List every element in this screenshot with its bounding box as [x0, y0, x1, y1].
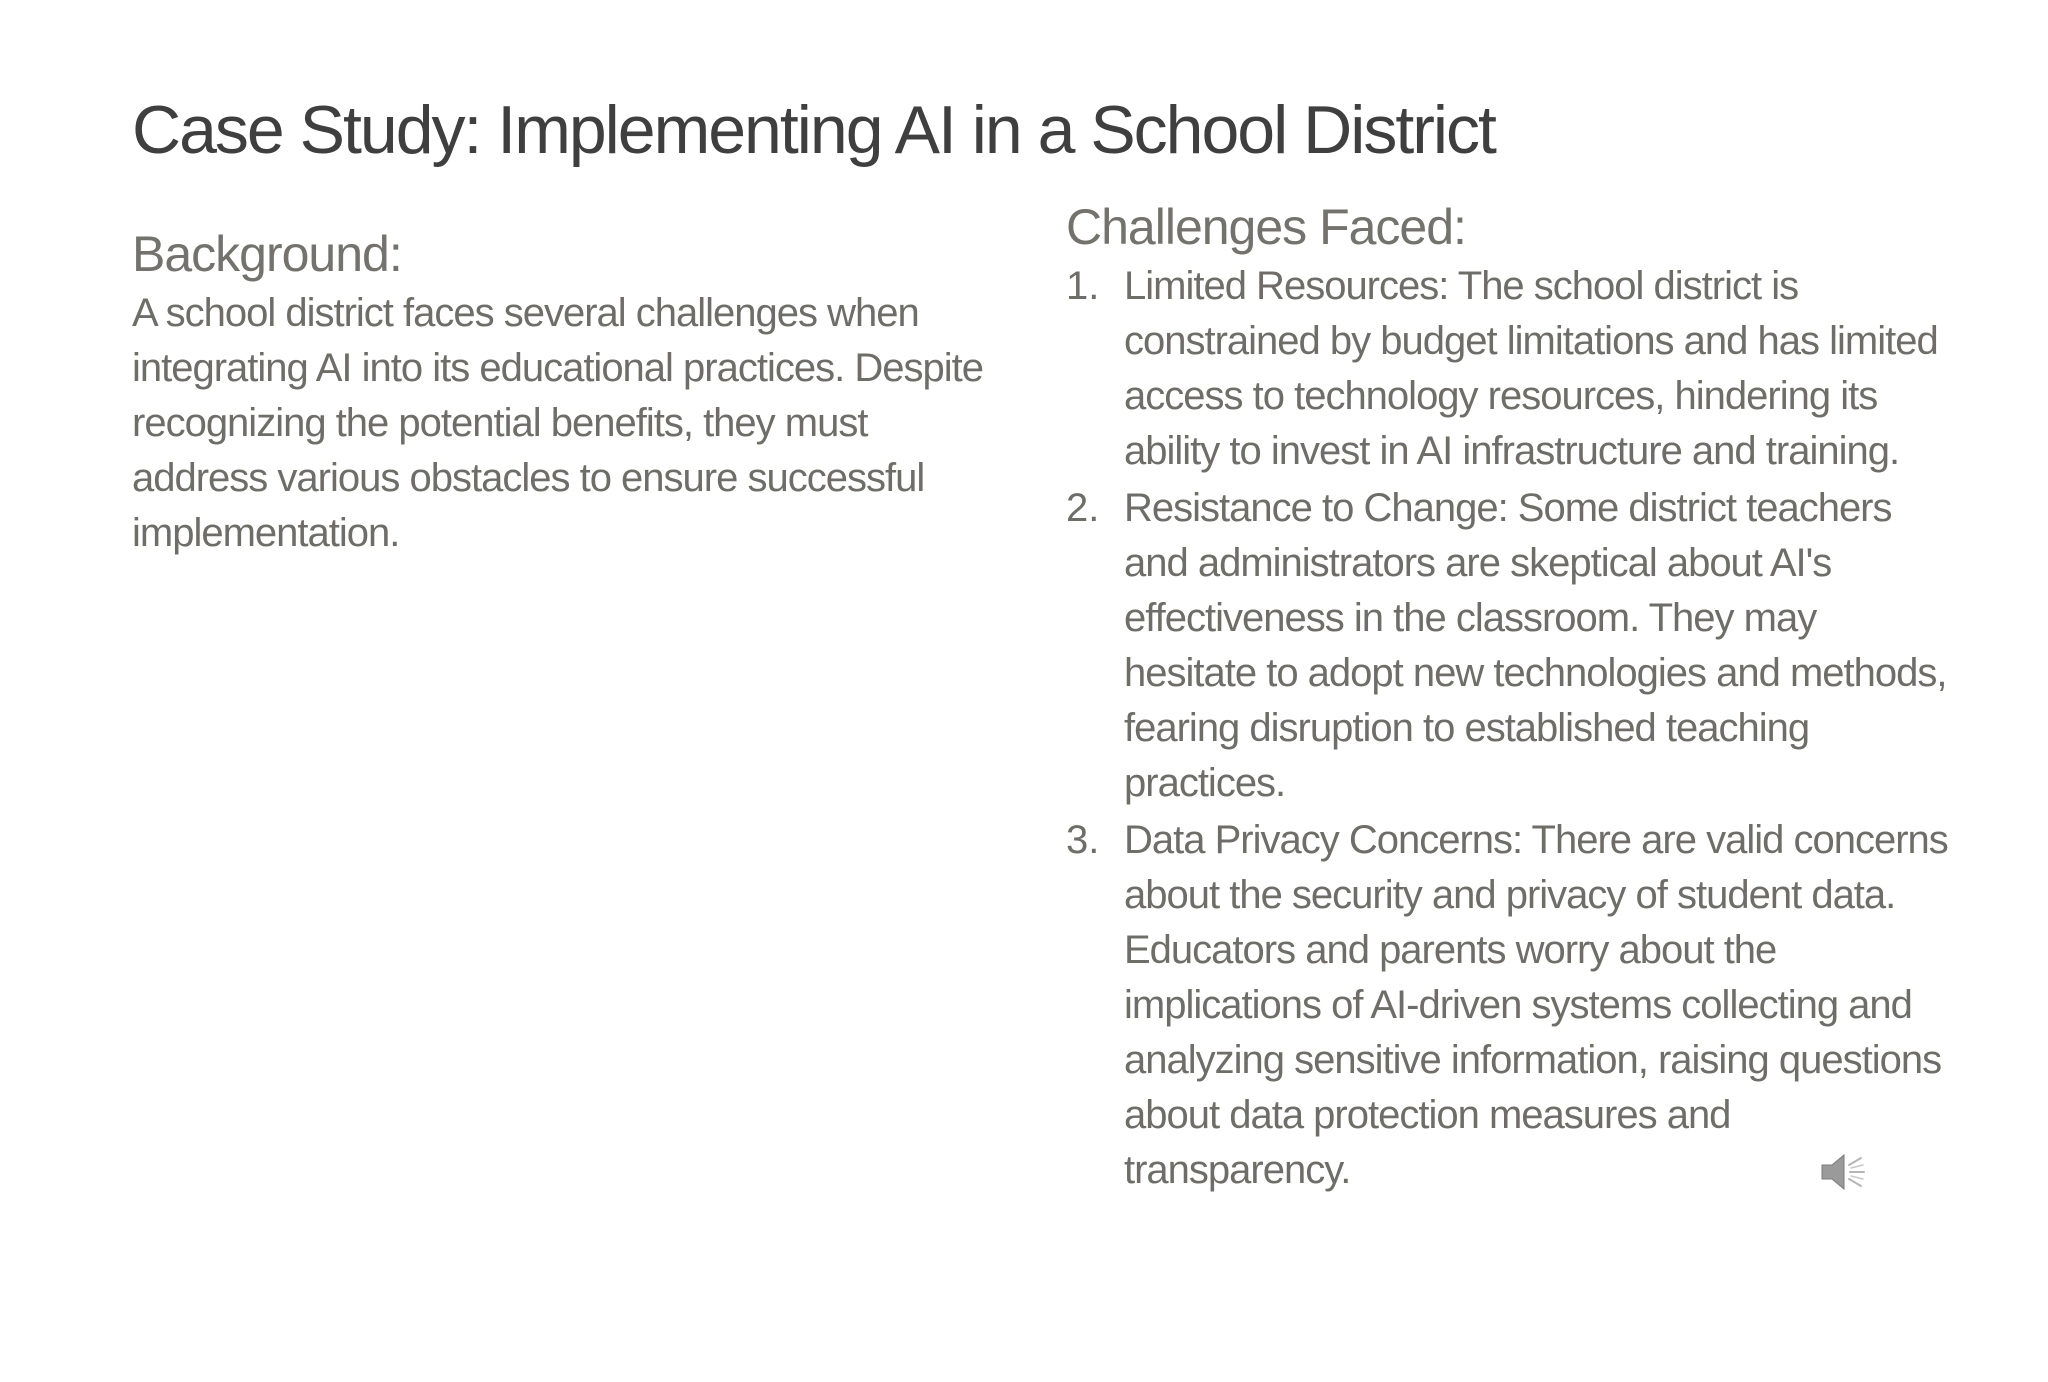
speaker-icon[interactable]	[1818, 1146, 1870, 1198]
challenge-text: Data Privacy Concerns: There are valid concerns about the security and privacy of student data. Educators and parents worry about the implications of AI-driven systems collecting and analyzing sensitive information, raising questions about data protection measures and transparency.	[1124, 818, 1948, 1192]
challenge-text: Limited Resources: The school district is constrained by budget limitations and has limited access to technology resources, hindering its ability to invest in AI infrastructure and training.	[1124, 264, 1938, 473]
background-section	[132, 222, 992, 561]
challenges-section	[1066, 195, 1956, 1200]
challenge-number: 3.	[1066, 818, 1100, 862]
challenge-text: Resistance to Change: Some district teachers and administrators are skeptical about AI's effectiveness in the classroom. They may hesitate to adopt new technologies and methods, fearing disruption to established teaching practices.	[1124, 486, 1947, 805]
challenge-item	[1066, 259, 1956, 479]
background-text: A school district faces several challenges when integrating AI into its educational practices. Despite recognizing the potential benefits, they must address various obstacles to ensure successful implementation.	[132, 291, 983, 555]
challenge-item	[1066, 481, 1956, 811]
background-heading: Background:	[132, 226, 402, 282]
challenge-item	[1066, 813, 1956, 1198]
challenge-number: 1.	[1066, 264, 1100, 308]
challenge-number: 2.	[1066, 486, 1100, 530]
slide-title: Case Study: Implementing AI in a School District	[132, 92, 1495, 168]
challenges-heading: Challenges Faced:	[1066, 199, 1466, 255]
challenges-list	[1066, 259, 1956, 1198]
